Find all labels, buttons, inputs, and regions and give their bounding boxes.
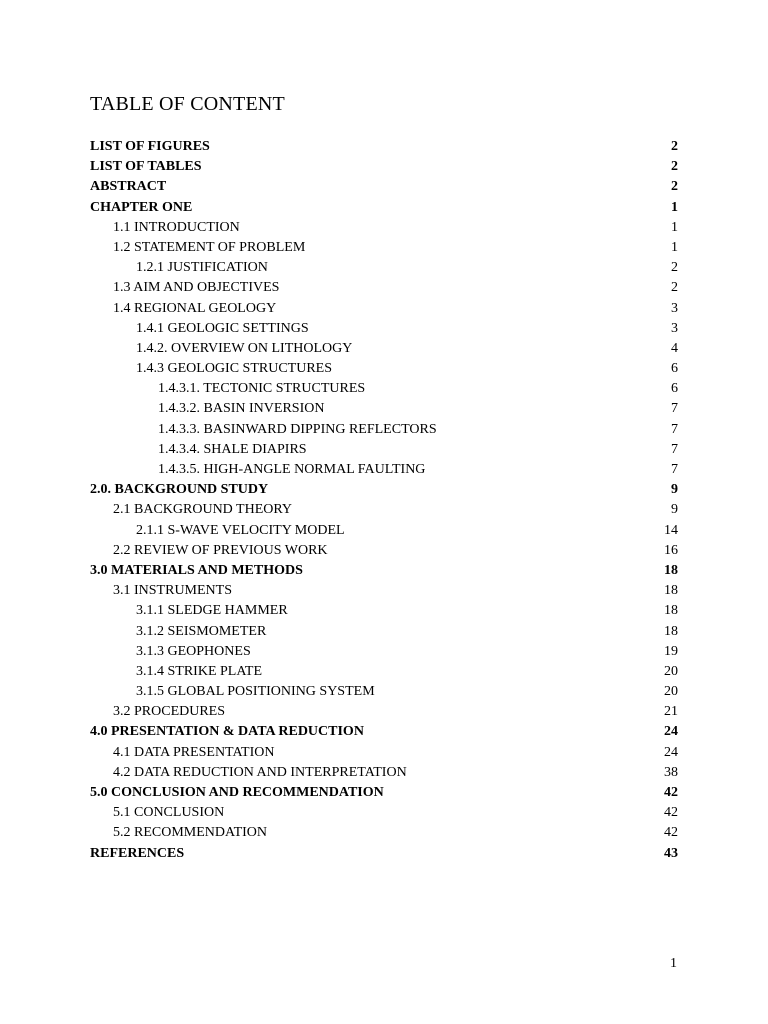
toc-entry-page: 43 [664, 845, 678, 861]
toc-entry-label: 3.1.2 SEISMOMETER [136, 623, 267, 639]
toc-entry[interactable] [90, 642, 678, 662]
toc-entry[interactable] [90, 823, 678, 843]
toc-entry[interactable] [90, 763, 678, 783]
toc-entry-label: 5.2 RECOMMENDATION [113, 825, 267, 841]
toc-entry[interactable] [90, 783, 678, 803]
toc-entry-label: 1.2 STATEMENT OF PROBLEM [113, 239, 306, 255]
toc-entry-label: 2.1.1 S-WAVE VELOCITY MODEL [136, 522, 345, 538]
toc-entry-label: 3.1 INSTRUMENTS [113, 583, 233, 599]
toc-entry-page: 1 [671, 219, 678, 235]
toc-entry[interactable] [90, 379, 678, 399]
toc-entry-label: REFERENCES [90, 845, 185, 861]
toc-entry[interactable] [90, 299, 678, 319]
toc-entry-page: 1 [671, 199, 678, 215]
toc-entry-page: 6 [671, 381, 678, 397]
toc-entry[interactable] [90, 218, 678, 238]
toc-entry[interactable] [90, 157, 678, 177]
toc-entry-page: 24 [664, 744, 678, 760]
toc-entry-page: 2 [671, 159, 678, 175]
toc-entry-page: 18 [664, 562, 678, 578]
toc-entry[interactable] [90, 278, 678, 298]
toc-entry-page: 2 [671, 280, 678, 296]
toc-entry[interactable] [90, 319, 678, 339]
toc-entry-label: 1.4 REGIONAL GEOLOGY [113, 300, 277, 316]
toc-entry[interactable] [90, 601, 678, 621]
toc-entry-label: 1.4.3 GEOLOGIC STRUCTURES [136, 361, 333, 377]
toc-entry-label: 3.0 MATERIALS AND METHODS [90, 562, 303, 578]
toc-entry-label: 4.2 DATA REDUCTION AND INTERPRETATION [113, 764, 407, 780]
toc-entry[interactable] [90, 359, 678, 379]
toc-entry[interactable] [90, 541, 678, 561]
toc-entry-page: 19 [664, 643, 678, 659]
toc-entry[interactable] [90, 177, 678, 197]
toc-entry-page: 2 [671, 139, 678, 154]
toc-entry-page: 7 [671, 421, 678, 437]
toc-entry-page: 7 [671, 462, 678, 477]
toc-entry-label: 3.1.4 STRIKE PLATE [136, 663, 262, 679]
toc-entry[interactable] [90, 844, 678, 864]
toc-entry-label: 1.2.1 JUSTIFICATION [136, 260, 268, 276]
toc-entry-label: 5.1 CONCLUSION [113, 805, 225, 821]
toc-entry-page: 42 [664, 825, 678, 841]
toc-entry[interactable] [90, 258, 678, 278]
toc-list [90, 137, 678, 864]
toc-entry[interactable] [90, 137, 678, 157]
toc-entry-label: CHAPTER ONE [90, 199, 193, 215]
toc-entry-label: 1.4.1 GEOLOGIC SETTINGS [136, 320, 309, 336]
page-number: 1 [670, 956, 677, 971]
toc-entry[interactable] [90, 339, 678, 359]
toc-entry-page: 3 [671, 320, 678, 336]
toc-entry-page: 4 [671, 340, 678, 356]
toc-entry[interactable] [90, 561, 678, 581]
toc-entry-page: 9 [671, 482, 678, 498]
toc-entry-label: 3.2 PROCEDURES [113, 704, 226, 720]
toc-entry[interactable] [90, 440, 678, 460]
toc-entry-page: 1 [671, 239, 678, 255]
toc-entry-page: 18 [664, 603, 678, 619]
toc-entry-page: 7 [671, 441, 678, 457]
toc-entry[interactable] [90, 662, 678, 682]
toc-entry-label: 3.1.1 SLEDGE HAMMER [136, 603, 288, 619]
toc-entry-label: 1.4.3.3. BASINWARD DIPPING REFLECTORS [158, 421, 437, 437]
toc-entry-label: 1.1 INTRODUCTION [113, 219, 240, 235]
toc-entry-page: 18 [664, 623, 678, 639]
toc-entry-label: LIST OF FIGURES [90, 139, 210, 154]
toc-entry[interactable] [90, 581, 678, 601]
toc-entry-page: 20 [664, 684, 678, 700]
toc-entry-label: 1.4.3.2. BASIN INVERSION [158, 401, 325, 417]
toc-entry-page: 7 [671, 401, 678, 417]
toc-entry[interactable] [90, 420, 678, 440]
toc-entry-label: 1.4.3.1. TECTONIC STRUCTURES [158, 381, 366, 397]
toc-entry-label: 2.0. BACKGROUND STUDY [90, 482, 269, 498]
toc-entry-page: 21 [664, 704, 678, 720]
toc-entry-page: 3 [671, 300, 678, 316]
toc-entry-page: 18 [664, 583, 678, 599]
toc-entry[interactable] [90, 803, 678, 823]
toc-entry-label: 1.4.3.4. SHALE DIAPIRS [158, 441, 307, 457]
toc-entry[interactable] [90, 500, 678, 520]
toc-entry-label: ABSTRACT [90, 179, 167, 195]
toc-entry-label: 1.4.3.5. HIGH-ANGLE NORMAL FAULTING [158, 462, 426, 477]
toc-entry-page: 2 [671, 260, 678, 276]
toc-entry-label: 2.1 BACKGROUND THEORY [113, 502, 293, 518]
toc-entry-page: 9 [671, 502, 678, 518]
toc-entry-label: 3.1.5 GLOBAL POSITIONING SYSTEM [136, 684, 375, 700]
toc-entry-label: LIST OF TABLES [90, 159, 202, 175]
toc-entry-label: 1.4.2. OVERVIEW ON LITHOLOGY [136, 340, 353, 356]
toc-entry-page: 16 [664, 542, 678, 558]
toc-entry[interactable] [90, 722, 678, 742]
toc-entry-page: 6 [671, 361, 678, 377]
toc-entry[interactable] [90, 743, 678, 763]
toc-entry[interactable] [90, 622, 678, 642]
toc-entry-page: 20 [664, 663, 678, 679]
toc-entry[interactable] [90, 238, 678, 258]
toc-entry-label: 2.2 REVIEW OF PREVIOUS WORK [113, 542, 328, 558]
toc-title: TABLE OF CONTENT [90, 93, 285, 115]
toc-entry-label: 5.0 CONCLUSION AND RECOMMENDATION [90, 785, 384, 800]
toc-entry[interactable] [90, 460, 678, 480]
toc-entry[interactable] [90, 521, 678, 541]
toc-entry[interactable] [90, 198, 678, 218]
toc-entry-page: 38 [664, 764, 678, 780]
toc-entry[interactable] [90, 399, 678, 419]
toc-entry[interactable] [90, 682, 678, 702]
toc-entry-label: 4.0 PRESENTATION & DATA REDUCTION [90, 724, 364, 740]
toc-entry-page: 2 [671, 179, 678, 195]
toc-entry-page: 42 [664, 785, 678, 800]
toc-entry[interactable] [90, 480, 678, 500]
toc-entry-page: 14 [664, 522, 678, 538]
toc-entry-label: 3.1.3 GEOPHONES [136, 643, 251, 659]
toc-entry-label: 4.1 DATA PRESENTATION [113, 744, 275, 760]
toc-entry[interactable] [90, 702, 678, 722]
toc-entry-label: 1.3 AIM AND OBJECTIVES [113, 280, 280, 296]
toc-entry-page: 42 [664, 805, 678, 821]
toc-entry-page: 24 [664, 724, 678, 740]
